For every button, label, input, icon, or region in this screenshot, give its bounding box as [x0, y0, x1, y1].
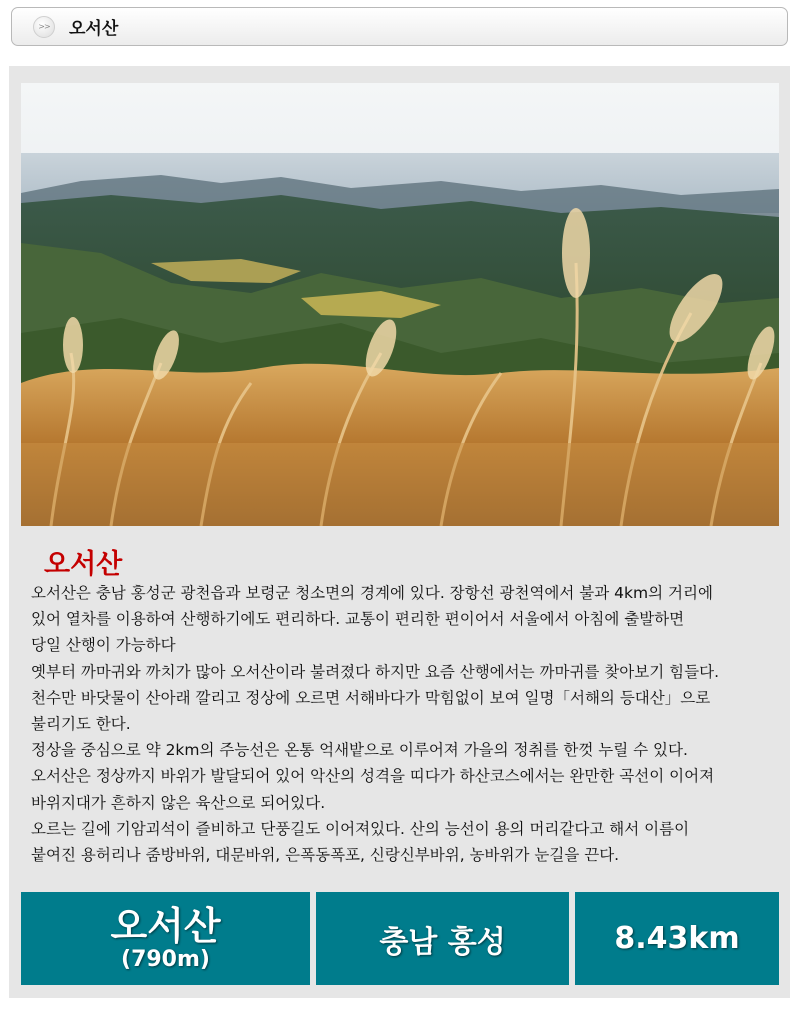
description-line: 불리기도 한다.	[31, 715, 131, 734]
double-chevron-right-icon: >>	[33, 16, 55, 38]
region-value: 충남 홍성	[379, 924, 506, 960]
region-box	[316, 892, 569, 985]
description-line: 붙여진 용허리나 줌방바위, 대문바위, 은폭동폭포, 신랑신부바위, 농바위가 눈길을 끈다.	[31, 846, 620, 865]
description-line: 오서산은 충남 홍성군 광천읍과 보령군 청소면의 경계에 있다. 장항선 광천역에서 불과 4km의 거리에	[31, 584, 713, 602]
description-line: 오르는 길에 기암괴석이 즐비하고 단풍길도 이어져있다. 산의 능선이 용의 머리같다고 해서 이름이	[31, 819, 690, 838]
page-title-bar	[11, 7, 788, 46]
description-line: 바위지대가 흔하지 않은 육산으로 되어있다.	[31, 793, 326, 812]
mountain-name-heading: 오서산	[44, 549, 123, 580]
mountain-name-box	[21, 892, 310, 985]
description-line: 있어 열차를 이용하여 산행하기에도 편리하다. 교통이 편리한 편이어서 서울에서 아침에 출발하면	[31, 610, 685, 629]
page-title: 오서산	[69, 19, 119, 39]
description-line: 당일 산행이 가능하다	[31, 636, 176, 655]
description-line: 정상을 중심으로 약 2km의 주능선은 온통 억새밭으로 이루어져 가을의 정취를 한껏 누릴 수 있다.	[31, 741, 688, 760]
mountain-name-value: 오서산	[110, 903, 221, 948]
description-line: 옛부터 까마귀와 까치가 많아 오서산이라 불려졌다 하지만 요즘 산행에서는 까마귀를 찾아보기 힘들다.	[31, 662, 719, 681]
description-line: 오서산은 정상까지 바위가 발달되어 있어 악산의 성격을 띠다가 하산코스에서는 완만한 곡선이 이어져	[31, 767, 715, 786]
distance-value: 8.43km	[614, 921, 740, 956]
mountain-description	[31, 580, 781, 868]
description-line: 천수만 바닷물이 산아래 깔리고 정상에 오르면 서해바다가 막힘없이 보여 일명「서해의 등대산」으로	[31, 688, 711, 707]
mountain-photo	[21, 83, 779, 526]
distance-box	[575, 892, 779, 985]
mountain-info-panel	[9, 66, 790, 998]
mountain-height-value: (790m)	[121, 946, 210, 972]
